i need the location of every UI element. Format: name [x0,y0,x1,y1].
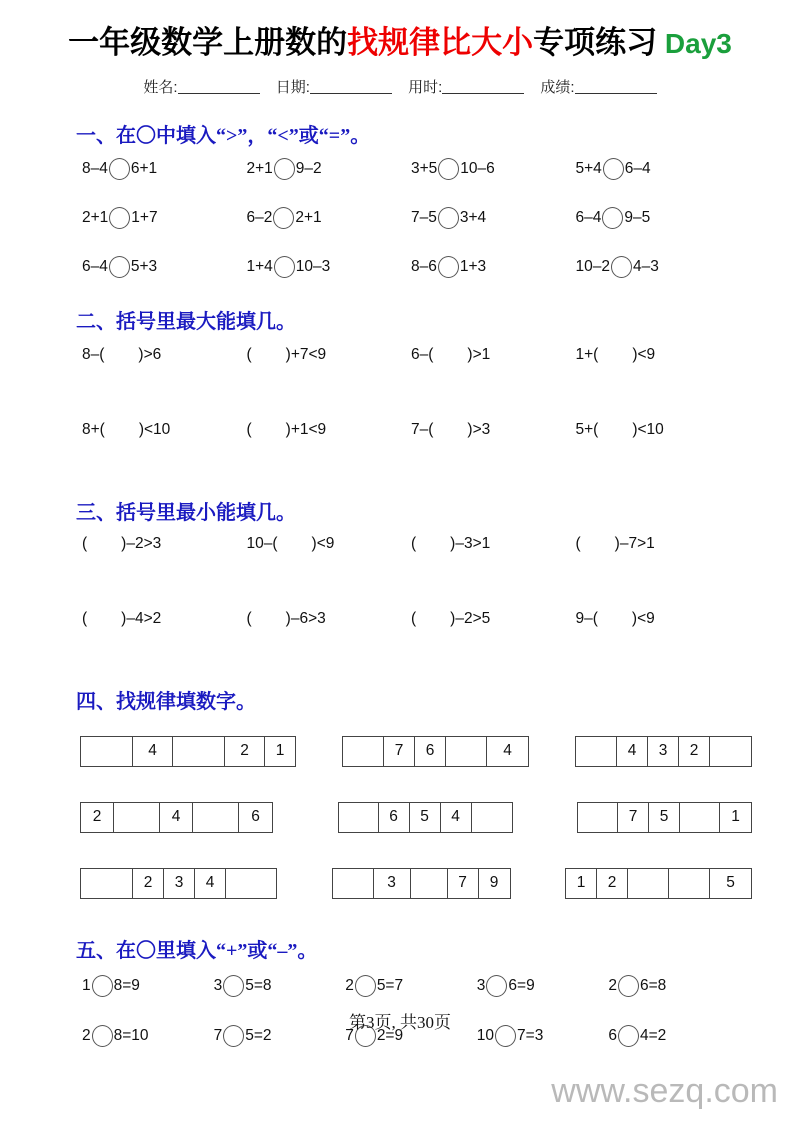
title-segment-day: Day3 [664,28,732,59]
problem-right-operand: )>6 [138,346,162,364]
answer-circle[interactable] [274,256,295,278]
name-blank[interactable] [178,80,260,94]
problem-right-operand: 9–5 [624,209,651,227]
grid-cell-value: 4 [160,803,193,832]
problem-right-operand: )+7<9 [285,346,327,364]
problem-left-operand: 1+4 [246,258,273,276]
problem-right-operand: )>3 [467,421,491,439]
answer-circle[interactable] [603,158,624,180]
answer-circle[interactable] [611,256,632,278]
page-footer: 第3页, 共30页 [349,1013,451,1032]
problem-right-operand: )–4>2 [121,610,162,628]
problem-item [247,346,412,364]
grid-cell-blank[interactable] [710,737,751,766]
problem-left-operand: 1+( [575,346,599,364]
problem-right-operand: 1+3 [459,258,487,276]
grid-cell-value: 5 [726,874,735,892]
problem-item [411,421,576,439]
grid-cell-value: 1 [731,808,740,826]
score-field [540,79,656,96]
problem-left-operand: 3+5 [411,160,438,178]
problem-item [411,207,576,229]
name-label: 姓名: [143,79,178,97]
problem-left-operand: 5+( [575,421,599,439]
problem-left-operand: 7 [345,1027,354,1045]
problem-left-operand: 7–5 [411,209,437,227]
problem-right-operand: 5=7 [376,977,404,995]
problem-right-operand: )–7>1 [614,535,655,553]
problem-right-operand: 10–3 [295,258,331,276]
answer-circle[interactable] [355,975,376,997]
problem-left-operand: 3 [213,977,223,995]
grid-cell-value: 3 [164,869,195,898]
problem-right-operand: 6+1 [130,160,158,178]
grid-cell-blank[interactable] [226,869,276,898]
grid-cell-value: 7 [384,737,415,766]
problem-item [345,975,477,997]
answer-circle[interactable] [618,975,639,997]
problem-left-operand: 9–( [575,610,598,628]
grid-cell-value: 2 [81,803,114,832]
grid-cell-value: 5 [649,803,680,832]
problem-item [576,610,741,628]
problem-left-operand: 7–( [411,421,434,439]
section-heading-3: 三、括号里最小能填几。 [76,502,296,525]
problem-item [608,975,740,997]
answer-circle[interactable] [438,158,459,180]
problem-right-operand: 6=9 [508,977,535,995]
answer-circle[interactable] [223,975,244,997]
time-field [408,79,524,96]
page-title [0,0,800,60]
grid-cell-value: 1 [275,742,285,760]
grid-cell-value: 4 [503,742,512,760]
grid-cell-blank[interactable] [669,869,710,898]
problem-left-operand: 1 [82,977,91,995]
answer-circle[interactable] [486,975,507,997]
problem-right-operand: )–3>1 [450,535,491,553]
section-heading-4: 四、找规律填数字。 [76,691,256,714]
title-segment-black-1: 一年级数学上册数的 [68,25,348,60]
grid-cell-blank[interactable] [576,737,617,766]
problem-left-operand: 3 [476,977,486,995]
problem-item [247,421,412,439]
problem-right-operand: )–2>3 [121,535,162,553]
grid-cell-blank[interactable] [343,737,384,766]
problem-row [0,207,800,229]
problem-right-operand: 3+4 [459,209,487,227]
problem-item [576,421,741,439]
grid-cell-blank[interactable] [173,737,225,766]
problem-left-operand: 2+1 [82,209,109,227]
problem-item [411,535,576,553]
grid-cell-value: 4 [441,803,472,832]
problem-item [82,207,247,229]
problem-left-operand: ( [82,535,88,553]
problem-item [247,158,412,180]
problem-left-operand: 6–4 [575,209,602,227]
problem-item [82,610,247,628]
problem-item [82,535,247,553]
grid-cell-value: 4 [617,737,648,766]
problem-left-operand: ( [246,346,252,364]
grid-cell-value: 6 [379,803,410,832]
answer-circle[interactable] [109,256,130,278]
problem-item [247,256,412,278]
problem-right-operand: 6=8 [640,977,667,995]
problem-right-operand: 5=2 [245,1027,272,1045]
problem-left-operand: 8–4 [82,160,108,178]
problem-left-operand: 2 [608,977,617,995]
name-field [143,79,259,96]
grid-cell-blank[interactable] [339,803,379,832]
problem-item [82,158,247,180]
grid-cell-value: 2 [679,737,710,766]
problem-item [411,158,576,180]
grid-row [0,868,800,899]
problem-right-operand: 8=10 [113,1027,149,1045]
title-segment-black-2: 专项练习 [533,25,658,60]
grid-cell-value: 4 [195,869,226,898]
grid-cell-value: 7 [618,803,649,832]
problem-left-operand: 6–( [411,346,434,364]
date-field [276,79,392,96]
problem-right-operand: )–2>5 [450,610,491,628]
grid-cell-blank[interactable] [680,803,720,832]
problem-right-operand: 6–4 [624,160,651,178]
problem-row [0,256,800,278]
problem-row [0,975,800,997]
problem-row [0,158,800,180]
problem-left-operand: 6–4 [82,258,108,276]
problem-right-operand: 5+3 [130,258,158,276]
problem-left-operand: 2+1 [246,160,273,178]
score-blank[interactable] [575,80,657,94]
grid-cell-value: 6 [251,808,260,826]
problem-right-operand: )<9 [631,610,655,628]
problem-left-operand: 6–2 [246,209,273,227]
answer-circle[interactable] [109,158,130,180]
problem-item [576,346,741,364]
grid-cell-blank[interactable] [446,737,487,766]
problem-right-operand: 7=3 [517,1027,544,1045]
grid-row [0,736,800,767]
grid-cell-value: 3 [648,737,679,766]
problem-left-operand: 8+( [82,421,105,439]
problem-right-operand: 2=9 [376,1027,404,1045]
problem-left-operand: 8–6 [411,258,437,276]
number-sequence-grid [80,868,277,899]
problem-item [576,256,741,278]
problem-right-operand: 10–6 [460,160,495,178]
problem-left-operand: 5+4 [575,160,602,178]
problem-right-operand: )+1<9 [285,421,327,439]
problem-left-operand: ( [411,535,417,553]
answer-circle[interactable] [273,207,294,229]
problem-row [0,346,800,364]
answer-circle[interactable] [438,207,459,229]
grid-cell-blank[interactable] [628,869,669,898]
problem-item [576,535,741,553]
problem-left-operand: ( [575,535,581,553]
number-sequence-grid [80,736,296,767]
problem-left-operand: 10–( [246,535,278,553]
section-heading-1: 一、在〇中填入“>”，“<”或“=”。 [76,125,371,148]
grid-row [0,802,800,833]
grid-cell-blank[interactable] [333,869,374,898]
grid-cell-value: 4 [133,737,173,766]
problem-item [247,207,412,229]
time-blank[interactable] [442,80,524,94]
problem-item [477,975,609,997]
problem-right-operand: )<10 [632,421,664,439]
problem-left-operand: ( [411,610,417,628]
title-segment-red: 找规律比大小 [347,25,534,60]
student-info-line [0,76,800,97]
grid-cell-value: 6 [415,737,446,766]
problem-item [576,158,741,180]
problem-right-operand: )–6>3 [285,610,326,628]
section-heading-2: 二、括号里最大能填几。 [76,311,296,334]
problem-right-operand: 2+1 [295,209,322,227]
grid-cell-blank[interactable] [578,803,618,832]
problem-item [82,346,247,364]
problem-right-operand: 4–3 [632,258,659,276]
problem-item [247,610,412,628]
answer-circle[interactable] [109,207,130,229]
answer-circle[interactable] [274,158,295,180]
problem-item [411,346,576,364]
grid-cell-blank[interactable] [81,869,133,898]
problem-right-operand: )<9 [632,346,656,364]
problem-right-operand: )>1 [467,346,491,364]
problem-right-operand: )<9 [311,535,335,553]
problem-left-operand: 2 [345,977,354,995]
grid-cell-value: 1 [566,869,597,898]
grid-cell-blank[interactable] [81,737,133,766]
problem-left-operand: ( [246,421,252,439]
problem-item [82,256,247,278]
number-sequence-grid [80,802,273,833]
problem-item [576,207,741,229]
problem-row [0,610,800,628]
problem-item [214,975,346,997]
number-sequence-grid [565,868,752,899]
problem-right-operand: 9–2 [295,160,322,178]
number-sequence-grid [342,736,529,767]
grid-cell-value: 2 [225,737,265,766]
problem-right-operand: )<10 [138,421,171,439]
problem-right-operand: 1+7 [131,209,158,227]
grid-cell-value: 9 [489,874,499,892]
problem-right-operand: 8=9 [113,977,140,995]
problem-left-operand: 8–( [82,346,105,364]
problem-item [411,610,576,628]
problem-left-operand: 10 [476,1027,495,1045]
problem-item [411,256,576,278]
grid-cell-value: 2 [597,869,628,898]
problem-left-operand: 6 [608,1027,617,1045]
answer-circle[interactable] [92,975,113,997]
answer-circle[interactable] [602,207,623,229]
problem-row [0,421,800,439]
grid-cell-blank[interactable] [114,803,160,832]
number-sequence-grid [575,736,752,767]
number-sequence-grid [577,802,752,833]
grid-cell-value: 5 [410,803,441,832]
problem-left-operand: 10–2 [575,258,610,276]
problem-left-operand: ( [82,610,88,628]
answer-circle[interactable] [438,256,459,278]
problem-item [82,975,214,997]
problem-right-operand: 5=8 [245,977,272,995]
grid-cell-blank[interactable] [411,869,448,898]
problem-right-operand: 4=2 [640,1027,667,1045]
grid-cell-blank[interactable] [472,803,512,832]
problem-item [247,535,412,553]
problem-left-operand: 2 [82,1027,91,1045]
section-heading-5: 五、在〇里填入“+”或“–”。 [76,940,318,963]
problem-left-operand: ( [246,610,252,628]
date-blank[interactable] [310,80,392,94]
problem-left-operand: 7 [213,1027,223,1045]
problem-item [82,421,247,439]
site-watermark: www.sezq.com [551,1072,778,1110]
sections-container [0,119,800,1047]
grid-cell-value: 3 [374,869,411,898]
grid-cell-value: 7 [448,869,479,898]
grid-cell-blank[interactable] [193,803,239,832]
problem-row [0,535,800,553]
grid-cell-value: 2 [133,869,164,898]
number-sequence-grid [338,802,513,833]
date-label: 日期: [275,79,310,97]
score-label: 成绩: [540,79,575,97]
time-label: 用时: [408,79,443,97]
number-sequence-grid [332,868,511,899]
